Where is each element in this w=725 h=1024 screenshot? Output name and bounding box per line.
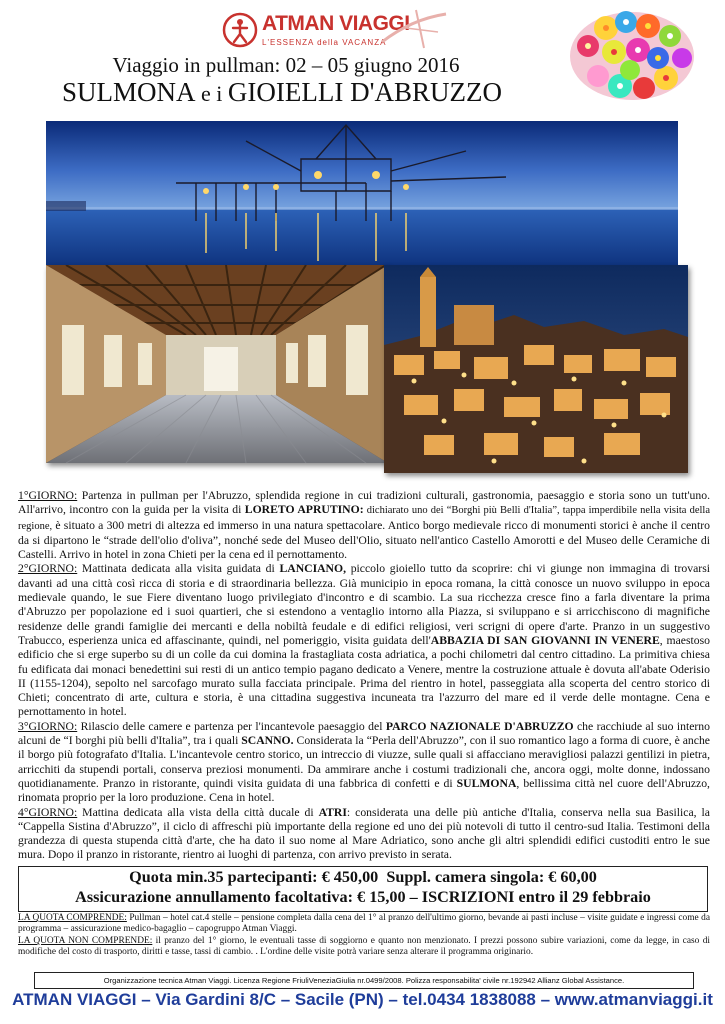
title-connector: e i xyxy=(195,81,228,106)
day-1-label: 1°GIORNO: xyxy=(18,489,78,502)
comprende-text: Pullman – hotel cat.4 stelle – pensione completa dalla cena del 1° al pranzo dell'ultimo giorno, bevande ai pasti incluse – visite guidate e ingressi come da programma – assicurazione medico-bagaglio – capogruppo Atman Viaggi. xyxy=(18,913,710,935)
brush-stroke-icon xyxy=(376,8,452,52)
day-1-text-3: è situato a 300 metri di altezza ed immerso in una natura spettacolare. Antico borgo medievale ricco di monumenti storici è anche il centro da si dipartono le “strade dell'olio d'oliva”, nonché sede del Museo dell'Olio, situato nell'antico Castello Amorotti e del Museo delle Ceramiche di Castelli. Arrivo in hotel in zona Chieti per la cena ed il pernottamento. xyxy=(18,518,710,562)
place-sulmona: SULMONA xyxy=(456,776,517,790)
price-quota: Quota min.35 partecipanti: € 450,00 xyxy=(129,868,379,886)
organization-info: Organizzazione tecnica Atman Viaggi. Licenza Regione FriuliVeneziaGiulia nr.0499/2008. Polizza responsabilita' civile nr.192942 Allianz Global Assistance. xyxy=(34,972,694,989)
trip-dates: Viaggio in pullman: 02 – 05 giugno 2016 xyxy=(112,53,460,77)
place-loreto: LORETO APRUTINO: xyxy=(244,503,364,517)
price-single-room: Suppl. camera singola: € 60,00 xyxy=(386,868,597,886)
price-row-1 xyxy=(19,867,707,887)
price-box xyxy=(18,866,708,912)
price-row-2: Assicurazione annullamento facoltativa: € 15,00 – ISCRIZIONI entro il 29 febbraio xyxy=(75,888,651,906)
trip-title xyxy=(32,77,532,108)
title-part1: SULMONA xyxy=(62,77,196,107)
atman-logo-icon xyxy=(222,12,258,48)
quota-non-comprende xyxy=(18,936,710,959)
itinerary-day-4 xyxy=(18,806,710,863)
day-4-text: Mattina dedicata alla vista della città ducale di xyxy=(77,805,319,819)
day-3-text-2: che racchiude al suo interno alcuni de “I borghi più belli d'Italia”, tra i quali xyxy=(18,719,710,748)
itinerary-day-1 xyxy=(18,489,710,562)
day-1-text: Partenza in pullman per l'Abruzzo, splendida regione in cui tradizioni culturali, gastronomia, paesaggio e storia sono un tutt'uno. All'arrivo, incontro con la guida per la visita di xyxy=(18,489,710,517)
place-atri: ATRI xyxy=(318,805,347,819)
non-comprende-text: il pranzo del 1° giorno, le eventuali tasse di soggiorno e quanto non menzionato. I prezzi possono subire variazioni, come da legge, in caso di modifiche del costo di trasporto, diritti e tasse, tassi di cambio. . L'ordine delle visite potrà variare senza alterare il programma originario. xyxy=(18,935,710,958)
comprende-label: LA QUOTA COMPRENDE: xyxy=(18,913,127,923)
day-3-text: Rilascio delle camere e partenza per l'incantevole paesaggio del xyxy=(77,719,386,733)
quota-comprende xyxy=(18,913,710,936)
place-lanciano: LANCIANO, xyxy=(279,562,347,576)
place-abbazia: ABBAZIA DI SAN GIOVANNI IN VENERE xyxy=(430,633,660,647)
day-3-text-4: , bellissima città nel cuore dell'Abruzzo, rinomata proprio per la loro produzione. Cena in hotel. xyxy=(18,776,710,805)
brand-logo xyxy=(222,8,462,56)
day-3-text-3: Considerata la “Perla dell'Abruzzo”, con il suo romantico lago a forma di cuore, è anche il borgo più fotografato d'Italia. L'incantevole centro storico, un intreccio di viuzze, sulle quali si affacciano meravigliosi palazzi gentilizi in pietra, arricchiti da stupendi portali, conserva preziosi monumenti. Da ammirare anche i costumi tradizionali che, ancora oggi, molte donne, indossano quotidianamente. Pranzo in ristorante, quindi visita guidata di una fabbrica di confetti e di xyxy=(18,734,710,790)
title-part2: GIOIELLI D'ABRUZZO xyxy=(227,77,502,107)
place-parco: PARCO NAZIONALE D'ABRUZZO xyxy=(385,719,574,733)
trabocco-night-sea-photo xyxy=(46,121,678,271)
footer-contact: ATMAN VIAGGI – Via Gardini 8/C – Sacile (PN) – tel.0434 1838088 – www.atmanviaggi.it xyxy=(12,990,713,1009)
day-3-label: 3°GIORNO: xyxy=(18,719,78,733)
day-2-text-3: , maestoso edificio che si erge superbo su di un colle da cui domina la frastagliata costa adriatica, a pochi chilometri dal centro cittadino. La primitiva chiesa fu edificata dai monaci benedettini sui resti di un antico tempio pagano dedicato a Venere, mentre la costruzione attuale è dovuta all'abate Oderisio II (1155-1204), sepolto nel sarcofago murato sulla facciata principale. Prima del rientro in hotel, passeggiata alla scoperta del centro storico di Chieti; concentrato di arte, cultura e storia, è una cittadina suggestiva incuneata tra l'azzurro del mare ed il verde delle montagne. Cena e pernottamento in hotel. xyxy=(18,633,711,719)
day-2-label: 2°GIORNO: xyxy=(18,562,78,576)
day-4-text-2: : considerata una delle più antiche d'Italia, conserva nella sua Basilica, la “Cappella Sistina d'Abruzzo”, il ciclo di affreschi più importante della regione ed uno dei più notevoli di tutto il centro-sud Italia. Testimoni della grandezza di questa stupenda città d'arte, che ha dato il suo nome al Mare Adriatico, sono anche gli altri splendidi edifici custoditi entro le sue mura. Dopo il pranzo in ristorante, rientro ai luoghi di partenza, con arrivo previsto in serata. xyxy=(18,805,710,862)
hilltop-town-night-photo xyxy=(384,265,688,473)
itinerary-day-2 xyxy=(18,562,710,719)
day-2-text-2: piccolo gioiello tutto da scoprire: chi vi giunge non immagina di trovarsi davanti ad una città così ricca di storia e di straordinaria bellezza. Già municipio in epoca romana, la città conosce un nuovo sviluppo in epoca medievale quando, le sue Fiere diventano luogo privilegiato d'incontro e di scambio. La sua ricchezza cresce fino a farla diventare la prima d'Abruzzo per popolazione ed i suoi quartieri, che si estendono a ventaglio intorno alla Piazza, si sviluppano e si arricchiscono di magnifiche residenze delle grandi famiglie dei mercanti e della nobiltà feudale e di edifici religiosi, veri scrigni di opere d'arte. Pranzo in un suggestivo Trabucco, esperienza unica ed affascinante, quindi, nel pomeriggio, visita guidata dell' xyxy=(18,562,710,647)
non-comprende-label: LA QUOTA NON COMPRENDE: xyxy=(18,935,153,946)
stone-cloister-photo xyxy=(46,265,388,463)
brand-name: ATMAN VIAGGI xyxy=(262,12,410,35)
itinerary xyxy=(18,489,710,863)
place-scanno: SCANNO. xyxy=(241,734,294,748)
brand-tagline: L'ESSENZA della VACANZA xyxy=(262,38,387,47)
confetti-flowers-photo xyxy=(566,6,698,102)
day-4-label: 4°GIORNO: xyxy=(18,805,78,819)
itinerary-day-3 xyxy=(18,720,710,806)
day-1-text-2: dichiarato uno dei “Borghi più Belli d'Italia”, tappa imperdibile nella visita della regione, xyxy=(18,505,710,532)
quota-details xyxy=(18,913,710,959)
day-2-text: Mattinata dedicata alla visita guidata di xyxy=(77,562,280,576)
